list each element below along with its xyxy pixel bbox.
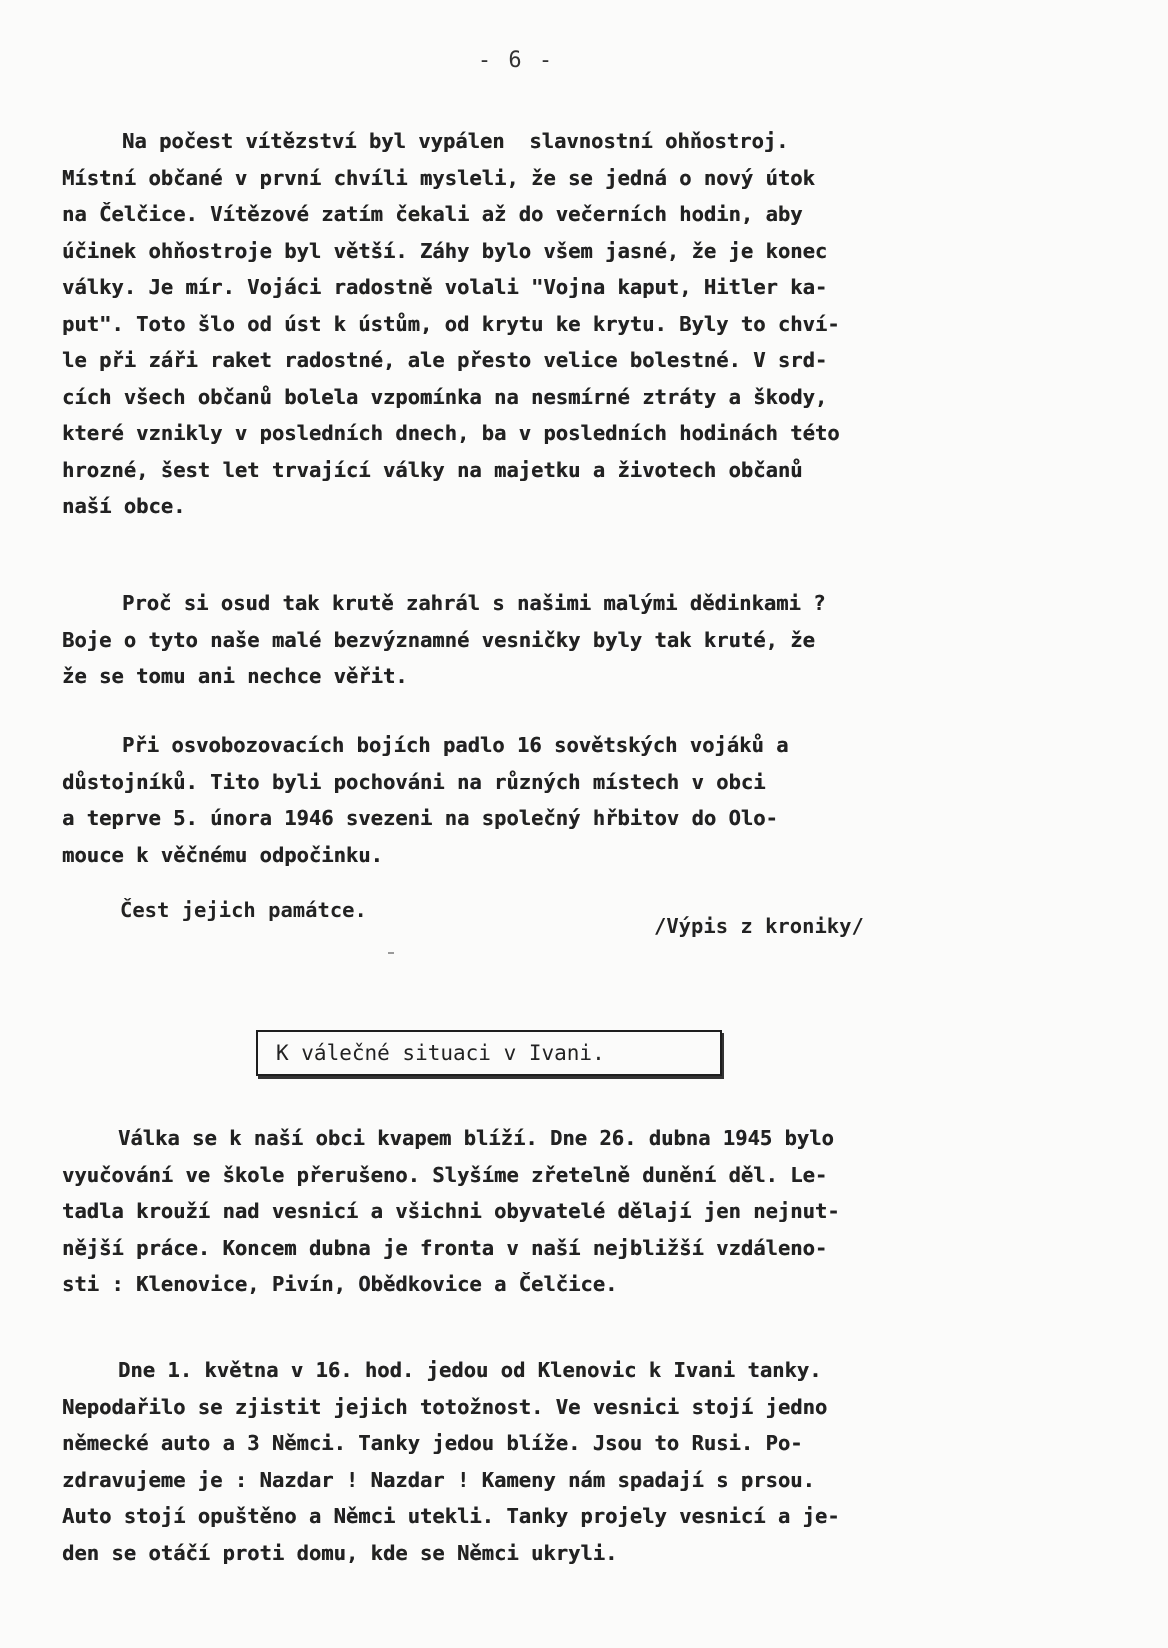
text-line: války. Je mír. Vojáci radostně volali "Vojna kaput, Hitler ka- (62, 275, 828, 299)
text-line: sti : Klenovice, Pivín, Obědkovice a Čelčice. (62, 1272, 618, 1296)
text-line: Na počest vítězství byl vypálen slavnostní ohňostroj. (122, 129, 789, 153)
text-line: důstojníků. Tito byli pochováni na různých místech v obci (62, 769, 766, 794)
text-line: mouce k věčnému odpočinku. (62, 842, 383, 867)
paragraph-tanks-arrive (62, 1352, 1062, 1571)
text-line: nější práce. Koncem dubna je fronta v naší nejbližší vzdáleno- (62, 1235, 828, 1260)
paragraph-victory-fireworks (62, 123, 1062, 525)
text-line: na Čelčice. Vítězové zatím čekali až do večerních hodin, aby (62, 202, 803, 226)
text-line: německé auto a 3 Němci. Tanky jedou blíže. Jsou to Rusi. Po- (62, 1431, 803, 1455)
text-line: Válka se k naší obci kvapem blíží. Dne 26. dubna 1945 bylo (118, 1126, 834, 1150)
text-line: Nepodařilo se zjistit jejich totožnost. Ve vesnici stojí jedno (62, 1394, 828, 1419)
text-line: naší obce. (62, 494, 186, 518)
text-line: které vznikly v posledních dnech, ba v posledních hodinách této (62, 421, 840, 445)
closing-line: Čest jejich památce. (120, 898, 367, 922)
page-number: - 6 - (477, 48, 555, 73)
paragraph-fate (62, 585, 1062, 695)
text-line: Místní občané v první chvíli mysleli, že se jedná o nový útok (62, 165, 815, 190)
source-note: /Výpis z kroniky/ (654, 914, 864, 938)
paragraph-war-approaching (62, 1120, 1062, 1303)
section-heading-box (256, 1030, 722, 1076)
text-line: Proč si osud tak krutě zahrál s našimi malými dědinkami ? (122, 591, 826, 615)
text-line: účinek ohňostroje byl větší. Záhy bylo všem jasné, že je konec (62, 238, 828, 263)
text-line: cích všech občanů bolela vzpomínka na nesmírné ztráty a škody, (62, 384, 828, 409)
stray-mark (388, 952, 394, 954)
text-line: hrozné, šest let trvající války na majetku a životech občanů (62, 457, 803, 482)
section-heading: K válečné situaci v Ivani. (276, 1041, 605, 1065)
text-line: vyučování ve škole přerušeno. Slyšíme zřetelně dunění děl. Le- (62, 1162, 828, 1187)
paragraph-fallen-soldiers (62, 727, 1062, 873)
text-line: Při osvobozovacích bojích padlo 16 sovětských vojáků a (122, 733, 789, 757)
text-line: a teprve 5. února 1946 svezeni na společný hřbitov do Olo- (62, 806, 778, 830)
text-line: tadla krouží nad vesnicí a všichni obyvatelé dělají jen nejnut- (62, 1199, 840, 1223)
text-line: Auto stojí opuštěno a Němci utekli. Tanky projely vesnicí a je- (62, 1504, 840, 1528)
text-line: put". Toto šlo od úst k ústům, od krytu ke krytu. Byly to chví- (62, 311, 840, 336)
text-line: že se tomu ani nechce věřit. (62, 664, 408, 688)
text-line: den se otáčí proti domu, kde se Němci ukryli. (62, 1540, 618, 1565)
text-line: zdravujeme je : Nazdar ! Nazdar ! Kameny nám spadají s prsou. (62, 1467, 815, 1492)
text-line: le při záři raket radostné, ale přesto velice bolestné. V srd- (62, 348, 828, 372)
text-line: Dne 1. května v 16. hod. jedou od Klenovic k Ivani tanky. (118, 1358, 822, 1382)
text-line: Boje o tyto naše malé bezvýznamné vesničky byly tak kruté, že (62, 627, 815, 652)
